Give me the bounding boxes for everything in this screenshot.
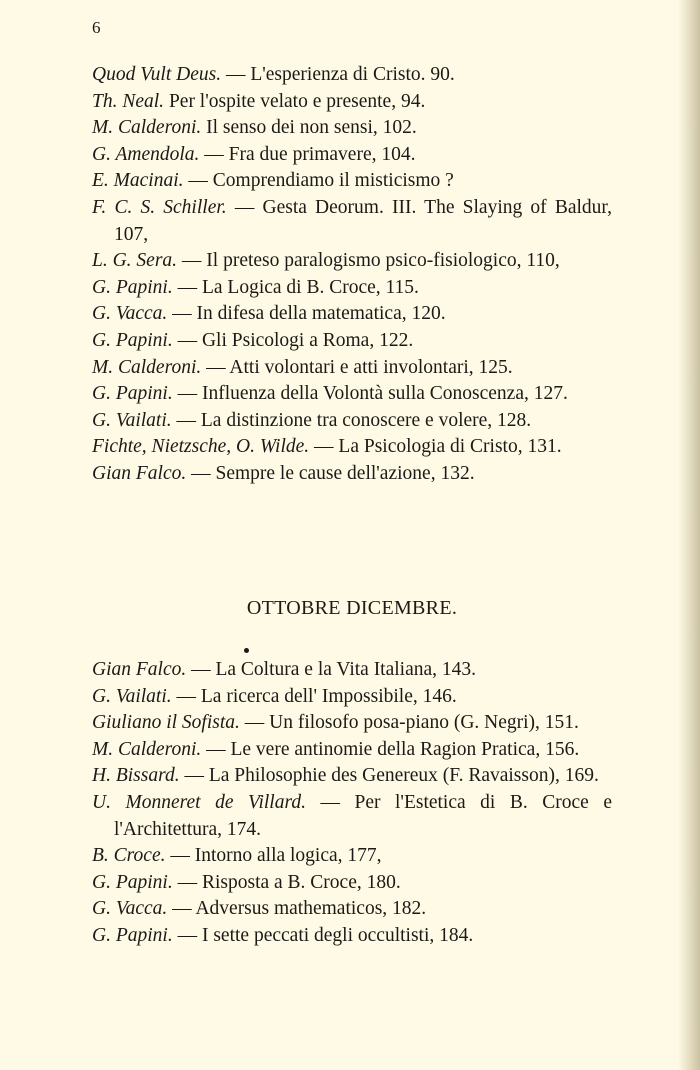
entry-text: — Il preteso paralogismo psico-fisiologico, 110, bbox=[177, 250, 560, 272]
entry-author: M. Calderoni. bbox=[92, 738, 202, 760]
list-item bbox=[92, 275, 612, 302]
list-item bbox=[92, 790, 612, 843]
entry-text: — Influenza della Volontà sulla Conoscenza, 127. bbox=[172, 383, 568, 405]
entry-author: B. Croce. bbox=[92, 845, 166, 867]
entry-text: — Gli Psicologi a Roma, 122. bbox=[172, 329, 414, 351]
list-item bbox=[92, 737, 612, 764]
entry-author: G. Vailati. bbox=[92, 409, 172, 431]
entry-author: G. Papini. bbox=[92, 276, 173, 298]
entry-text: — Comprendiamo il misticismo ? bbox=[183, 170, 454, 192]
list-item bbox=[92, 248, 612, 275]
entry-text: — La Logica di B. Croce, 115. bbox=[172, 276, 419, 298]
list-item bbox=[92, 89, 612, 116]
entry-author: Fichte, Nietzsche, O. Wilde. bbox=[92, 436, 310, 458]
entry-author: G. Vacca. bbox=[92, 303, 168, 325]
entry-author: Giuliano il Sofista. bbox=[92, 712, 240, 734]
entry-author: M. Calderoni. bbox=[92, 356, 202, 378]
list-item bbox=[92, 142, 612, 169]
list-item bbox=[92, 710, 612, 737]
entries-list-after bbox=[92, 657, 612, 950]
entry-author: G. Papini. bbox=[92, 383, 173, 405]
list-item bbox=[92, 896, 612, 923]
list-item bbox=[92, 328, 612, 355]
entry-author: F. C. S. Schiller. bbox=[92, 196, 227, 218]
list-item bbox=[92, 408, 612, 435]
entry-author: G. Papini. bbox=[92, 329, 173, 351]
entry-author: Th. Neal. bbox=[92, 90, 165, 112]
page-number: 6 bbox=[92, 18, 101, 37]
entry-author: Gian Falco. bbox=[92, 659, 187, 680]
entry-author: G. Papini. bbox=[92, 924, 173, 946]
entry-text: — Le vere antinomie della Ragion Pratica, 156. bbox=[201, 738, 580, 760]
entry-author: G. Vailati. bbox=[92, 685, 172, 707]
entry-author: H. Bissard. bbox=[92, 765, 180, 787]
entry-author: Gian Falco. bbox=[92, 462, 187, 484]
entry-text: — La distinzione tra conoscere e volere, 128. bbox=[171, 409, 532, 431]
entry-text: — La Philosophie des Genereux (F. Ravaisson), 169. bbox=[179, 765, 599, 787]
entry-text: — La Psicologia di Cristo, 131. bbox=[309, 436, 562, 458]
entry-author: G. Papini. bbox=[92, 871, 173, 893]
list-item bbox=[92, 355, 612, 382]
list-item bbox=[92, 301, 612, 328]
list-item bbox=[92, 195, 612, 248]
list-item bbox=[92, 657, 612, 684]
list-item bbox=[92, 923, 612, 950]
list-item bbox=[92, 434, 612, 461]
list-item bbox=[92, 168, 612, 195]
entry-text: — In difesa della matematica, 120. bbox=[167, 303, 446, 325]
ornament-dot bbox=[244, 648, 249, 653]
list-item bbox=[92, 843, 612, 870]
list-item bbox=[92, 461, 612, 488]
entries-list-before bbox=[92, 62, 612, 488]
list-item bbox=[92, 763, 612, 790]
entry-author: Quod Vult Deus. bbox=[92, 64, 222, 85]
list-item bbox=[92, 115, 612, 142]
list-item bbox=[92, 684, 612, 711]
entry-text: — Sempre le cause dell'azione, 132. bbox=[186, 462, 475, 484]
list-item bbox=[92, 62, 612, 89]
entry-text: — Atti volontari e atti involontari, 125. bbox=[201, 356, 513, 378]
entry-text: — Per l'Estetica di B. Croce e l'Architettura, 174. bbox=[114, 791, 612, 840]
entry-text: — Risposta a B. Croce, 180. bbox=[172, 871, 401, 893]
page-gutter-shadow bbox=[678, 0, 700, 1070]
entry-text: — La ricerca dell' Impossibile, 146. bbox=[171, 685, 457, 707]
section-heading: OTTOBRE DICEMBRE. bbox=[246, 597, 458, 619]
entry-text: — Un filosofo posa-piano (G. Negri), 151. bbox=[239, 712, 579, 734]
entry-author: M. Calderoni. bbox=[92, 117, 202, 139]
list-item bbox=[92, 381, 612, 408]
entry-author: L. G. Sera. bbox=[92, 250, 178, 272]
entry-text: — I sette peccati degli occultisti, 184. bbox=[172, 924, 474, 946]
entry-author: G. Vacca. bbox=[92, 898, 168, 920]
entry-text: — L'esperienza di Cristo. 90. bbox=[221, 64, 455, 85]
entry-text: — Fra due primavere, 104. bbox=[199, 143, 416, 165]
entry-text: Il senso dei non sensi, 102. bbox=[201, 117, 417, 139]
entry-author: U. Monneret de Villard. bbox=[92, 791, 306, 813]
entry-text: — Intorno alla logica, 177, bbox=[165, 845, 382, 867]
list-item bbox=[92, 870, 612, 897]
entry-text: — La Coltura e la Vita Italiana, 143. bbox=[186, 659, 477, 680]
entry-text: — Gesta Deorum. III. The Slaying of Baldur, 107, bbox=[114, 196, 612, 245]
entry-author: E. Macinai. bbox=[92, 170, 184, 192]
entry-author: G. Amendola. bbox=[92, 143, 200, 165]
entry-text: Per l'ospite velato e presente, 94. bbox=[164, 90, 426, 112]
entry-text: — Adversus mathematicos, 182. bbox=[167, 898, 427, 920]
